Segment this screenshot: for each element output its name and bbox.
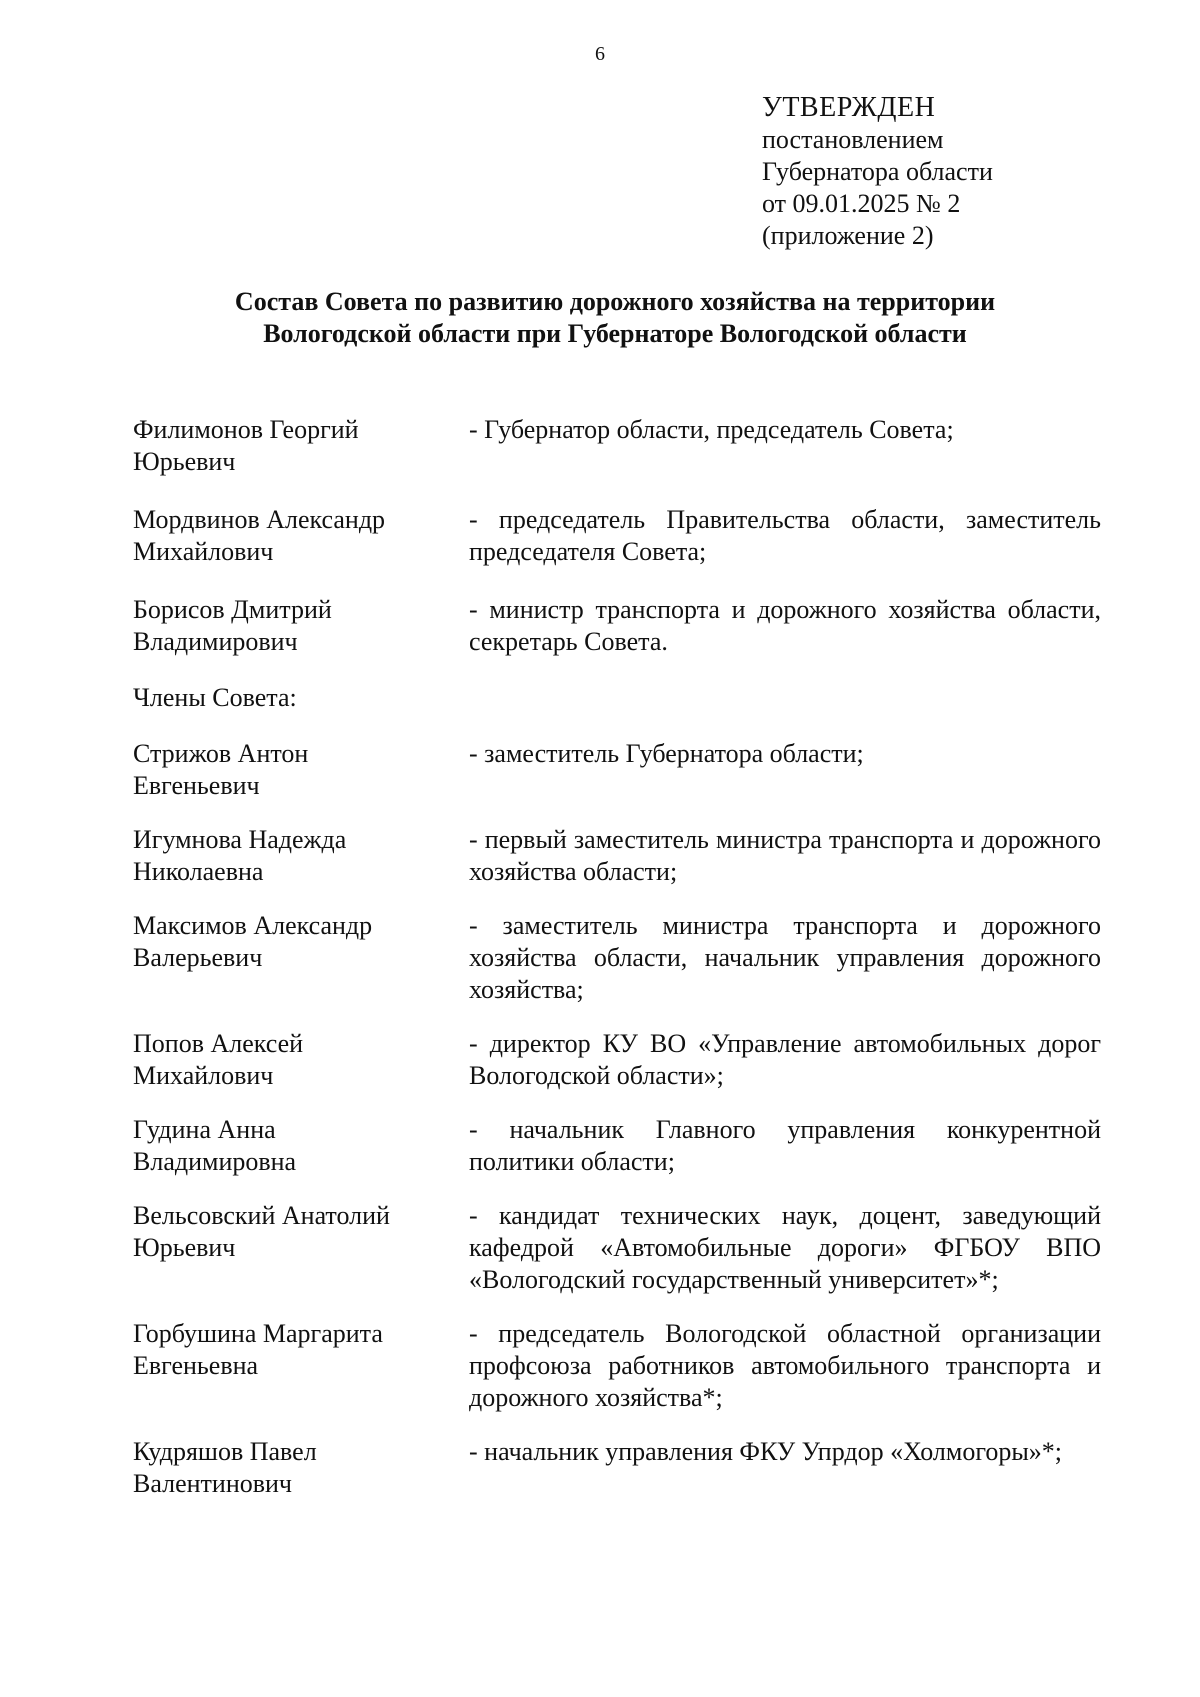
- member-surname-name: Стрижов Антон: [133, 739, 309, 768]
- member-row: [133, 594, 1101, 658]
- member-name: [133, 1114, 469, 1178]
- member-surname-name: Филимонов Георгий: [133, 415, 359, 444]
- member-role: - министр транспорта и дорожного хозяйства области, секретарь Совета.: [469, 595, 1101, 656]
- member-role: - кандидат технических наук, доцент, заведующий кафедрой «Автомобильные дороги» ФГБОУ ВПО «Вологодский государственный университет»*;: [469, 1201, 1101, 1294]
- member-role: - председатель Правительства области, заместитель председателя Совета;: [469, 505, 1101, 566]
- member-row: [133, 1114, 1101, 1178]
- member-row: [133, 824, 1101, 888]
- title-line: Состав Совета по развитию дорожного хозяйства на территории: [234, 287, 996, 316]
- title-line: Вологодской области при Губернаторе Вологодской области: [263, 319, 967, 348]
- member-patronymic: Евгеньевна: [133, 1351, 259, 1380]
- member-role: - заместитель министра транспорта и дорожного хозяйства области, начальник управления дорожного хозяйства;: [469, 911, 1101, 1004]
- member-role: - заместитель Губернатора области;: [469, 739, 864, 768]
- member-surname-name: Кудряшов Павел: [133, 1437, 317, 1466]
- member-name: [133, 910, 469, 1006]
- member-role: - начальник Главного управления конкурентной политики области;: [469, 1115, 1101, 1176]
- approval-stamp: [762, 92, 993, 252]
- member-row: [133, 738, 1101, 802]
- approval-line: от 09.01.2025 № 2: [762, 189, 961, 218]
- member-row: [133, 1318, 1101, 1414]
- member-name: [133, 1318, 469, 1414]
- document-title: [150, 286, 1080, 350]
- member-name: [133, 594, 469, 658]
- member-name: [133, 414, 469, 478]
- member-role: - начальник управления ФКУ Упрдор «Холмогоры»*;: [469, 1437, 1063, 1466]
- member-patronymic: Юрьевич: [133, 447, 236, 476]
- member-patronymic: Евгеньевич: [133, 771, 260, 800]
- member-role: - директор КУ ВО «Управление автомобильных дорог Вологодской области»;: [469, 1029, 1101, 1090]
- member-patronymic: Владимировна: [133, 1147, 297, 1176]
- member-surname-name: Максимов Александр: [133, 911, 373, 940]
- member-surname-name: Мордвинов Александр: [133, 505, 386, 534]
- member-role: - первый заместитель министра транспорта и дорожного хозяйства области;: [469, 825, 1101, 886]
- member-patronymic: Николаевна: [133, 857, 264, 886]
- approval-heading: УТВЕРЖДЕН: [762, 92, 936, 123]
- council-composition: [133, 414, 1101, 1500]
- member-name: [133, 824, 469, 888]
- page-number: 6: [595, 43, 605, 65]
- approval-line: постановлением: [762, 125, 944, 154]
- members-label: Члены Совета:: [133, 683, 297, 712]
- member-surname-name: Игумнова Надежда: [133, 825, 347, 854]
- member-patronymic: Валерьевич: [133, 943, 263, 972]
- member-name: [133, 1200, 469, 1296]
- member-name: [133, 1436, 469, 1500]
- member-row: [133, 414, 1101, 478]
- member-surname-name: Горбушина Маргарита: [133, 1319, 383, 1348]
- member-patronymic: Владимирович: [133, 627, 298, 656]
- member-row: [133, 1028, 1101, 1092]
- member-row: [133, 910, 1101, 1006]
- member-row: [133, 1200, 1101, 1296]
- member-surname-name: Борисов Дмитрий: [133, 595, 332, 624]
- member-surname-name: Попов Алексей: [133, 1029, 304, 1058]
- member-role: - Губернатор области, председатель Совета;: [469, 415, 954, 444]
- member-row: [133, 504, 1101, 568]
- member-surname-name: Гудина Анна: [133, 1115, 276, 1144]
- member-patronymic: Валентинович: [133, 1469, 292, 1498]
- approval-line: (приложение 2): [762, 221, 934, 250]
- member-patronymic: Михайлович: [133, 537, 274, 566]
- member-patronymic: Михайлович: [133, 1061, 274, 1090]
- member-patronymic: Юрьевич: [133, 1233, 236, 1262]
- member-name: [133, 738, 469, 802]
- member-role: - председатель Вологодской областной организации профсоюза работников автомобильного транспорта и дорожного хозяйства*;: [469, 1319, 1101, 1412]
- member-name: [133, 504, 469, 568]
- member-name: [133, 1028, 469, 1092]
- member-surname-name: Вельсовский Анатолий: [133, 1201, 390, 1230]
- approval-line: Губернатора области: [762, 157, 993, 186]
- member-row: [133, 1436, 1101, 1500]
